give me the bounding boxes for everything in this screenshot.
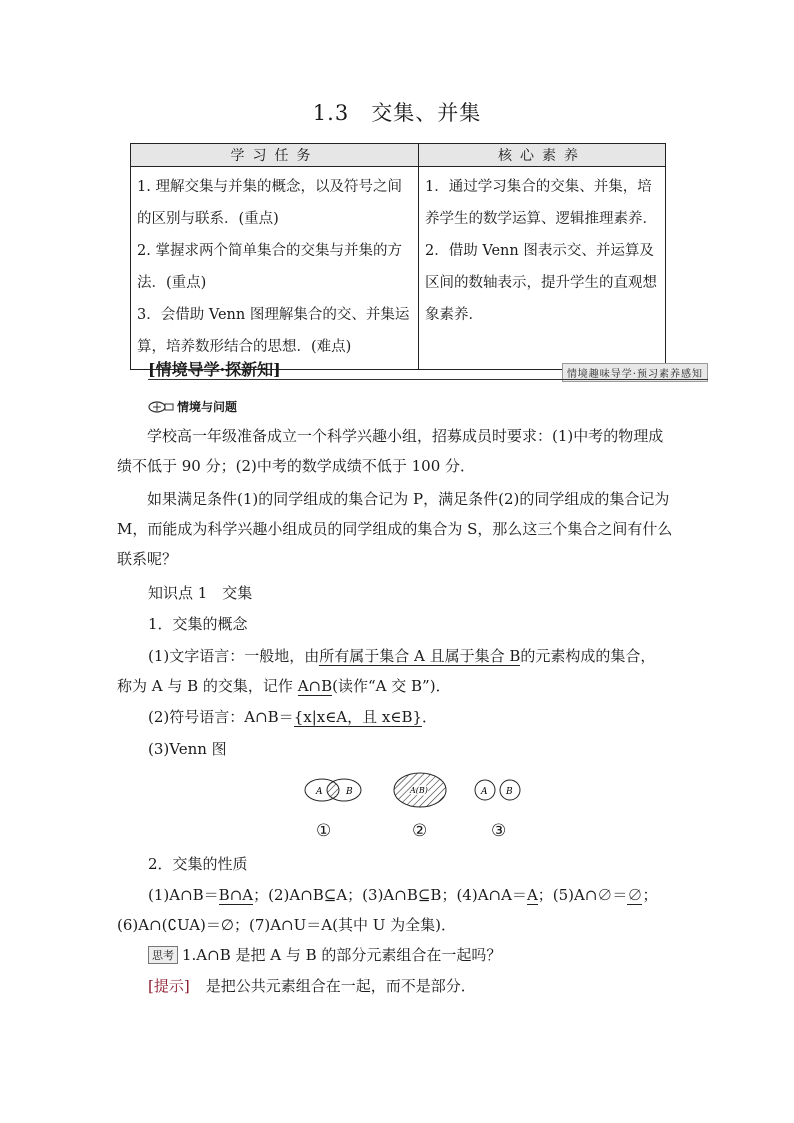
prop-answer: ∅	[627, 886, 643, 904]
literacy-cell	[419, 167, 666, 370]
title-number: 1.3	[312, 101, 350, 125]
text-lang-line2-suffix: (读作“A 交 B”)．	[332, 677, 451, 695]
venn-2-label: A(B)	[410, 786, 428, 795]
text-lang-prefix: (1)文字语言：一般地，由	[148, 647, 320, 665]
prop-answer: A	[526, 886, 538, 904]
section-label: [情境导学·探新知]	[148, 360, 281, 379]
prop-text: ；	[642, 886, 658, 904]
properties-line-1	[148, 884, 657, 905]
text-lang-underlined: 所有属于集合 A 且属于集合 B	[319, 647, 521, 665]
venn-diagram-3	[475, 780, 520, 800]
book-icon	[148, 401, 174, 413]
hint	[148, 975, 476, 996]
text-language-line-2	[117, 675, 451, 696]
hint-text: 是把公共元素组合在一起，而不是部分．	[205, 977, 476, 995]
venn-3-label-b: B	[506, 787, 513, 797]
venn-1-label-b: B	[346, 787, 353, 797]
venn-heading: (3)Venn 图	[148, 740, 227, 758]
concept-heading: 1．交集的概念	[148, 615, 248, 633]
page-title	[0, 97, 794, 127]
task-item: 2. 掌握求两个简单集合的交集与并集的方法．(重点)	[137, 243, 402, 291]
think-question-text: 1.A∩B 是把 A 与 B 的部分元素组合在一起吗？	[182, 946, 502, 964]
section-divider	[148, 379, 708, 380]
symbol-lang-underlined: {x|x∈A，且 x∈B}	[293, 708, 423, 726]
venn-label-3: ③	[491, 821, 507, 841]
tasks-cell	[131, 167, 419, 370]
venn-1-label-a: A	[316, 787, 323, 797]
text-lang-line2-prefix: 称为 A 与 B 的交集，记作	[117, 677, 298, 695]
think-badge: 思考	[148, 946, 178, 964]
knowledge-heading: 知识点 1 交集	[148, 584, 253, 602]
text-lang-suffix: 的元素构成的集合，	[520, 647, 656, 665]
prop-text: (1)A∩B＝	[148, 886, 219, 904]
table-header-literacy: 核心素养	[419, 144, 666, 167]
symbol-language-line	[148, 706, 437, 727]
literacy-item: 2．借助 Venn 图表示交、并运算及区间的数轴表示，提升学生的直观想象素养．	[425, 243, 657, 323]
scenario-subhead	[148, 398, 237, 415]
venn-label-1: ①	[316, 821, 332, 841]
intersection-notation: A∩B	[297, 677, 333, 695]
table-header-tasks: 学习任务	[131, 144, 419, 167]
think-question	[148, 944, 501, 965]
title-text: 交集、并集	[371, 101, 482, 125]
task-item: 3．会借助 Venn 图理解集合的交、并集运算，培养数形结合的思想．(难点)	[137, 307, 410, 355]
learning-goals-table	[130, 143, 666, 370]
prop-answer: B∩A	[218, 886, 254, 904]
properties-line-2: (6)A∩(∁UA)＝∅；(7)A∩U＝A(其中 U 为全集)．	[117, 916, 456, 934]
venn-label-2: ②	[412, 821, 428, 841]
venn-diagram-2	[394, 773, 446, 807]
prop-text: ；(2)A∩B⊆A；(3)A∩B⊆B；(4)A∩A＝	[253, 886, 527, 904]
task-item: 1. 理解交集与并集的概念，以及符号之间的区别与联系．(重点)	[137, 179, 402, 227]
prop-text: ；(5)A∩∅＝	[537, 886, 628, 904]
scenario-paragraph-1: 学校高一年级准备成立一个科学兴趣小组，招募成员时要求：(1)中考的物理成绩不低于 90 分；(2)中考的数学成绩不低于 100 分．	[117, 427, 664, 475]
literacy-item: 1．通过学习集合的交集、并集，培养学生的数学运算、逻辑推理素养．	[425, 179, 657, 227]
hint-label: [提示]	[148, 977, 190, 995]
text-language-line	[148, 645, 655, 666]
scenario-paragraph-2: 如果满足条件(1)的同学组成的集合记为 P，满足条件(2)的同学组成的集合记为 M，而能成为科学兴趣小组成员的同学组成的集合为 S，那么这三个集合之间有什么联系呢？	[117, 490, 673, 568]
section-bar	[148, 357, 708, 381]
symbol-lang-suffix: ．	[422, 708, 438, 726]
symbol-lang-prefix: (2)符号语言：A∩B＝	[148, 708, 294, 726]
venn-diagram-1	[305, 779, 361, 801]
section-tag: 情境趣味导学·预习素养感知	[562, 363, 708, 382]
venn-3-label-a: A	[481, 787, 488, 797]
properties-heading: 2．交集的性质	[148, 855, 248, 873]
subhead-text: 情境与问题	[177, 400, 238, 414]
